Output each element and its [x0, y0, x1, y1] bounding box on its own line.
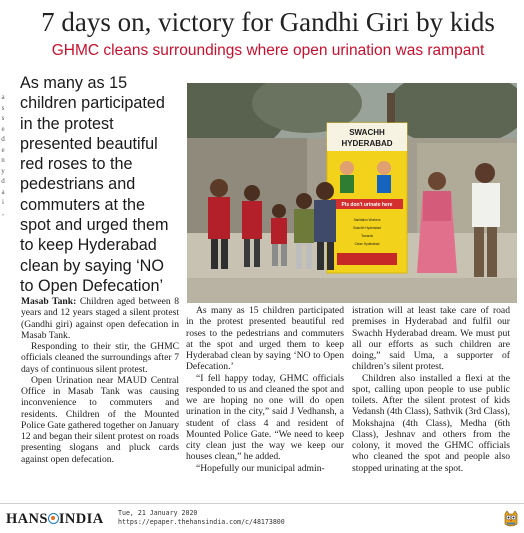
- banner-line-1: SWACHH: [349, 128, 385, 137]
- paragraph: istration will at least take care of road premises in Hyderabad and fulfil our Swachh Hyderabad dream. We must put all our efforts as such children are doing,” said Uma, a supporter of children’s silent protest.: [352, 305, 510, 373]
- edge-letter: i: [2, 198, 4, 206]
- lead-line: children participated: [20, 94, 165, 113]
- headline: 7 days on, victory for Gandhi Giri by kids: [41, 7, 495, 37]
- lead-line: spot and urged them: [20, 216, 169, 235]
- paragraph: Children also installed a flexi at the spot, calling upon people to use public toilets. After the silent protest of kids Vedansh (4th Class), Sathvik (3rd Class), Mokshajna (4th Class), Medha (6th Class), Jeshnav and others from the colony, it moved the GHMC officials who cleaned the spot and people also stopped urinating at the spot.: [352, 372, 511, 474]
- paragraph: “Hopefully our municipal admin-: [196, 462, 325, 474]
- lead-line: red roses to the: [20, 155, 133, 174]
- epaper-imprint: [118, 509, 285, 527]
- paragraph: Masab Tank: Children aged between 8 years and 12 years staged a silent protest (Gandhi giri) against open defecation in Masab Tank.: [21, 296, 179, 341]
- masthead-logo: HANS INDIA: [6, 511, 104, 527]
- lead-line: in the protest: [20, 114, 114, 133]
- lead-line: to keep Hyderabad: [20, 236, 157, 255]
- body-column-3: [352, 305, 510, 474]
- footer-divider: [0, 503, 524, 504]
- body-column-1: [21, 296, 179, 465]
- banner-line-2: HYDERABAD: [341, 139, 393, 148]
- edge-letter: d: [1, 135, 5, 143]
- paragraph: “I fell happy today, GHMC officials responded to us and cleaned the spot and we are hoping no one will do open urination in the city,” said J Vedhansh, a student of class 4 and resident of Mounted Police Gate. “We need to keep city clean just the way we keep our houses clean,” he added.: [186, 372, 344, 463]
- edge-letter: s: [1, 103, 5, 112]
- edge-letter: e: [1, 124, 5, 133]
- swachh-hyderabad-banner: [327, 123, 407, 273]
- epaper-link[interactable]: https://epaper.thehansindia.com/c/48173800: [118, 518, 285, 526]
- adjacent-column-fragment: [0, 92, 6, 218]
- banner-fine-line: Swachh Hyderabad: [353, 226, 381, 230]
- article-photo: [187, 83, 517, 303]
- edge-letter: y: [1, 166, 5, 175]
- banner-fine-line: Clean Hyderabad: [354, 242, 380, 246]
- edge-letter: ,: [2, 208, 4, 217]
- edge-letter: a: [1, 187, 5, 196]
- edge-letter: d: [1, 177, 5, 185]
- imprint-date: Tue, 21 January 2020: [118, 509, 198, 517]
- edge-letter: e: [1, 145, 5, 154]
- dateline: Masab Tank:: [21, 296, 77, 307]
- lead-line: clean by saying ‘NO: [20, 256, 164, 275]
- edge-letter: n: [1, 156, 5, 164]
- subheadline: GHMC cleans surroundings where open urination was rampant: [51, 42, 485, 59]
- banner-fine-line: Towards: [361, 234, 373, 238]
- lead-line: to Open Defecation’: [20, 276, 164, 295]
- edge-letter: a: [1, 93, 5, 101]
- paragraph: Open Urination near MAUD Central Office in Masab Tank was causing inconvenience to commuters and residents. Children of the Mounted Police Gate gathered together on January 12 and began their silent protest on roads presenting slogans and pluck cards against open defecation.: [21, 374, 179, 465]
- paragraph: Responding to their stir, the GHMC officials cleaned the surroundings after 7 days of continuous silent protest.: [21, 341, 179, 375]
- lead-line: pedestrians and: [20, 175, 136, 194]
- lead-line: As many as 15: [20, 74, 128, 92]
- edge-letter: s: [1, 114, 5, 122]
- owl-mascot-icon: [503, 510, 519, 528]
- paragraph: As many as 15 children participated in the protest presented beautiful red roses to the pedestrians and commuters at the spot and urged them to keep Hyderabad clean by saying ‘NO to Open Defecation.’: [186, 305, 344, 373]
- lead-paragraph: [20, 73, 186, 296]
- body-column-2: [186, 305, 344, 474]
- lead-line: commuters at the: [20, 195, 146, 214]
- banner-fine-line: Sanitation Workers: [353, 218, 381, 222]
- globe-icon: [48, 513, 59, 524]
- banner-sign-text: Pls don't urinate here: [341, 202, 393, 208]
- lead-line: presented beautiful: [20, 134, 158, 153]
